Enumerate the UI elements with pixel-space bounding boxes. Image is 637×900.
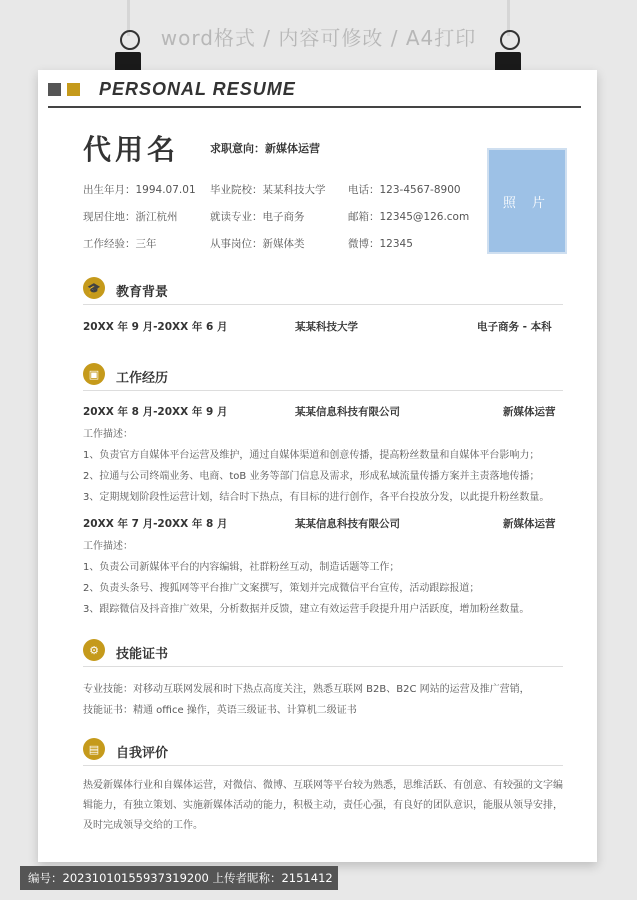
education-divider: [83, 304, 563, 305]
candidate-name: 代用名: [83, 133, 180, 166]
job1-role: 新媒体运营: [503, 406, 556, 418]
resume-title: PERSONAL RESUME: [99, 79, 296, 99]
skills-title: 技能证书: [116, 647, 169, 662]
info-phone: 电话：123-4567-8900: [348, 184, 461, 196]
gear-icon: ⚙: [83, 639, 105, 661]
header-square-gold: [67, 83, 80, 96]
info-email: 邮箱：12345@126.com: [348, 211, 470, 223]
document-icon: ▤: [83, 738, 105, 760]
education-major: 电子商务 - 本科: [477, 321, 552, 333]
self-evaluation-text: 热爱新媒体行业和自媒体运营，对微信、微博、互联网等平台较为熟悉，思维活跃、有创意、有较强的文字编辑能力，有独立策划、实施新媒体活动的能力，积极主动，责任心强，有良好的团队意识，能服从领导安排，及时完成领导交给的工作。: [83, 780, 563, 831]
self-title: 自我评价: [116, 746, 169, 761]
info-position: 从事岗位：新媒体类: [210, 238, 305, 250]
photo-placeholder: 照 片: [487, 148, 567, 254]
education-title: 教育背景: [116, 285, 169, 300]
skills-line-2: 技能证书：精通 office 操作，英语三级证书、计算机二级证书: [83, 705, 357, 716]
work-divider: [83, 390, 563, 391]
job1-item-3: 3、定期规划阶段性运营计划，结合时下热点，有目标的进行创作，各平台投放分发，以此提升粉丝数量。: [83, 492, 550, 503]
info-birth: 出生年月：1994.07.01: [83, 184, 196, 196]
job1-company: 某某信息科技有限公司: [295, 406, 400, 418]
job-intent: 求职意向：新媒体运营: [210, 142, 320, 155]
job1-item-1: 1、负责官方自媒体平台运营及维护，通过自媒体渠道和创意传播，提高粉丝数量和自媒体平台影响力；: [83, 450, 540, 461]
skills-divider: [83, 666, 563, 667]
info-school: 毕业院校：某某科技大学: [210, 184, 326, 196]
job2-desc-label: 工作描述：: [83, 541, 133, 552]
job2-role: 新媒体运营: [503, 518, 556, 530]
top-banner: word格式 / 内容可修改 / A4打印: [160, 26, 477, 50]
job2-item-3: 3、跟踪微信及抖音推广效果，分析数据并反馈，建立有效运营手段提升用户活跃度，增加粉丝数量。: [83, 604, 530, 615]
education-date: 20XX 年 9 月-20XX 年 6 月: [83, 321, 228, 333]
footer-bar: 编号：20231010155937319200 上传者昵称：2151412: [20, 866, 338, 890]
job1-date: 20XX 年 8 月-20XX 年 9 月: [83, 406, 228, 418]
graduation-cap-icon: 🎓: [83, 277, 105, 299]
job2-date: 20XX 年 7 月-20XX 年 8 月: [83, 518, 228, 530]
job1-item-2: 2、拉通与公司终端业务、电商、toB 业务等部门信息及需求，形成私域流量传播方案并主责落地传播；: [83, 471, 540, 482]
resume-paper: [38, 70, 597, 862]
job1-desc-label: 工作描述：: [83, 429, 133, 440]
job2-item-1: 1、负责公司新媒体平台的内容编辑，社群粉丝互动，制造话题等工作；: [83, 562, 400, 573]
education-school: 某某科技大学: [295, 321, 358, 333]
header-divider: [48, 106, 581, 108]
info-weibo: 微博：12345: [348, 238, 413, 250]
info-major: 就读专业：电子商务: [210, 211, 305, 223]
job2-item-2: 2、负责头条号、搜狐网等平台推广文案撰写，策划并完成微信平台宣传，活动跟踪报道；: [83, 583, 480, 594]
skills-line-1: 专业技能：对移动互联网发展和时下热点高度关注，熟悉互联网 B2B、B2C 网站的运营及推广营销，: [83, 684, 530, 695]
info-experience: 工作经验：三年: [83, 238, 157, 250]
briefcase-icon: ▣: [83, 363, 105, 385]
self-divider: [83, 765, 563, 766]
work-title: 工作经历: [116, 371, 169, 386]
info-residence: 现居住地：浙江杭州: [83, 211, 178, 223]
header-square-gray: [48, 83, 61, 96]
job2-company: 某某信息科技有限公司: [295, 518, 400, 530]
